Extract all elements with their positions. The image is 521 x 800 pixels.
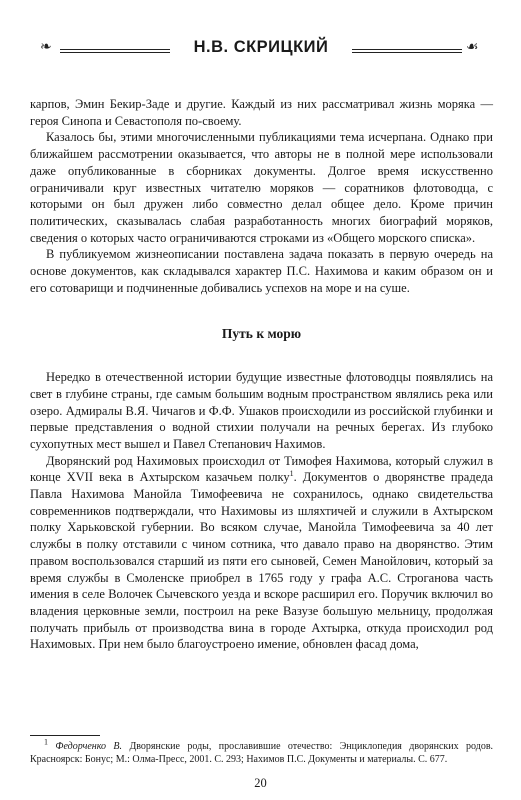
- section-heading: Путь к морю: [221, 326, 302, 342]
- ornament-right-icon: ☙: [466, 40, 479, 55]
- paragraph: [30, 453, 493, 653]
- running-header: [0, 30, 521, 70]
- header-rule-left: [60, 49, 170, 53]
- footnote: [30, 737, 494, 766]
- footnote-divider: [30, 735, 100, 736]
- footnote-number: 1: [44, 737, 48, 747]
- paragraph-continued: карпов, Эмин Бекир-Заде и другие. Каждый из них рассматривал жизнь моряка — героя Синопа и Севастополя по-своему.: [30, 97, 493, 128]
- paragraph: Казалось бы, этими многочисленными публикациями тема исчерпана. Однако при ближайшем рассмотрении оказывается, что авторы не в полной мере использовали даже опубликованные в сборниках документы. Долгое время искусственно ограничивали круг известных читателю моряков — соратников флотоводца, с которыми он был дружен либо совместно делал общее дело. Кроме причин политических, сказывалась слабая разработанность многих биографий моряков, сведения о которых часто ограничиваются строками из «Общего морского списка».: [30, 130, 493, 245]
- paragraph-text: Дворянский род Нахимовых происходил от Тимофея Нахимова, который служил в конце XVII века в Ахтырском казачьем полку: [30, 453, 493, 485]
- footnote-reference[interactable]: 1: [289, 469, 294, 479]
- main-text: [30, 96, 493, 653]
- running-header-title: Н.В. СКРИЦКИЙ: [193, 38, 329, 56]
- paragraph-text: . Документов о дворянстве прадеда Павла Нахимова Манойла Тимофеевича не сохранилось, однако свидетельства современников подтверждали, что Нахимовы из шляхтичей и служили в Ахтырском полку Харьковской губернии. Во всяком случае, Манойла Тимофеевича за 40 лет службы в полку отставили с чином сотника, что давало право на дворянство. Этим правом воспользовался старший из пяти его сыновей, Семен Манойлович, который за время службы в Смоленске приобрел в 1765 году у графа А.С. Строганова часть имения в селе Волочек Сычевского уезда и вскоре расширил его. Поручик включил во владения церковные земли, построил на реке Вазузе большую мельницу, продолжая получать прибыль от производства вина в городе Ахтырка, откуда происходил род Нахимовых. При нем было благоустроено имение, обновлен фасад дома,: [30, 470, 493, 652]
- ornament-left-icon: ❧: [40, 40, 52, 55]
- page-number: 20: [254, 776, 267, 790]
- footnote-text: Дворянские роды, прославившие отечество: Энциклопедия дворянских родов. Красноярск: Бонус; М.: Олма-Пресс, 2001. С. 293; Нахимов П.С. Документы и материалы. С. 677.: [30, 741, 494, 765]
- footnote-author: Федорченко В.: [55, 741, 123, 752]
- paragraph: Нередко в отечественной истории будущие известные флотоводцы появлялись на свет в глубине страны, где самым большим водным пространством являлись река или озеро. Адмиралы В.Я. Чичагов и Ф.Ф. Ушаков происходили из российской глубинки и первые представления о водной стихии получали на речных берегах. Из глубоко сухопутных мест вышел и Павел Степанович Нахимов.: [30, 370, 493, 451]
- header-rule-right: [352, 49, 462, 53]
- paragraph: В публикуемом жизнеописании поставлена задача показать в первую очередь на основе документов, как складывался характер П.С. Нахимова и каким образом он и его сотоварищи и подчиненные добивались успехов на море и на суше.: [30, 247, 493, 295]
